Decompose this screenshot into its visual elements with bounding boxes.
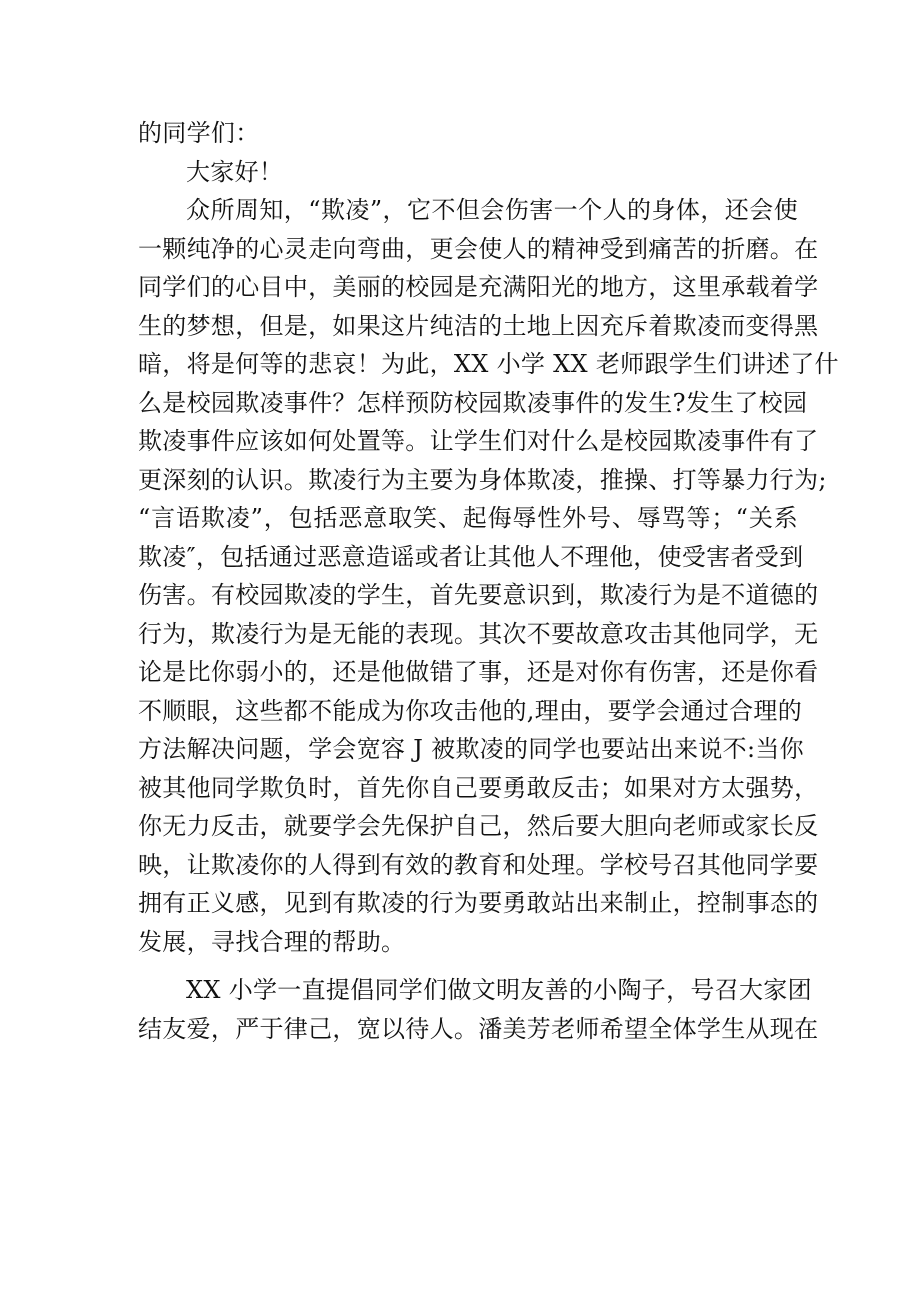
paragraph-1-line-13: 论是比你弱小的，还是他做错了事，还是对你有伤害，还是你看	[138, 658, 819, 686]
paragraph-2-line-1: XX 小学一直提倡同学们做文明友善的小陶子，号召大家团	[186, 976, 812, 1004]
paragraph-1-line-3: 同学们的心目中，美丽的校园是充满阳光的地方，这里承载着学	[138, 273, 819, 301]
paragraph-1-line-9: “言语欺凌”，包括恶意取笑、起侮辱性外号、辱骂等；“关系	[138, 504, 798, 532]
paragraph-1-line-10: 欺凌″，包括通过恶意造谣或者让其他人不理他，使受害者受到	[138, 542, 804, 571]
paragraph-1-line-12: 行为，欺凌行为是无能的表现。其次不要故意攻击其他同学，无	[138, 619, 819, 648]
document-body	[138, 114, 839, 1048]
paragraph-1-line-14: 不顺眼，这些都不能成为你攻击他的,理由，要学会通过合理的	[138, 696, 803, 725]
paragraph-1-line-1: 众所周知，“欺凌”，它不但会伤害一个人的身体，还会使	[186, 196, 798, 224]
paragraph-1-line-11: 伤害。有校园欺凌的学生，首先要意识到，欺凌行为是不道德的	[138, 581, 819, 609]
paragraph-1-line-2: 一颗纯净的心灵走向弯曲，更会使人的精神受到痛苦的折磨。在	[138, 234, 819, 263]
paragraph-1-line-8: 更深刻的认识。欺凌行为主要为身体欺凌，推操、打等暴力行为;	[138, 465, 827, 494]
paragraph-1-line-7: 欺凌事件应该如何处置等。让学生们对什么是校园欺凌事件有了	[138, 427, 819, 455]
paragraph-2-line-2: 结友爱，严于律己，宽以待人。潘美芳老师希望全体学生从现在	[138, 1014, 819, 1043]
paragraph-1-line-18: 映，让欺凌你的人得到有效的教育和处理。学校号召其他同学要	[138, 850, 819, 879]
paragraph-1-line-19: 拥有正义感，见到有欺凌的行为要勇敢站出来制止，控制事态的	[138, 889, 819, 917]
paragraph-1-line-17: 你无力反击，就要学会先保护自己，然后要大胆向老师或家长反	[138, 812, 819, 840]
paragraph-1-line-15: 方法解决问题，学会宽容 J 被欺凌的同学也要站出来说不:当你	[138, 735, 804, 763]
greeting-line: 大家好！	[186, 157, 284, 186]
paragraph-1-line-4: 生的梦想，但是，如果这片纯洁的土地上因充斥着欺凌而变得黑	[138, 311, 819, 340]
paragraph-1-line-5: 暗，将是何等的悲哀！为此，XX 小学 XX 老师跟学生们讲述了什	[138, 350, 839, 378]
salutation-line: 的同学们：	[138, 119, 260, 147]
paragraph-1-line-20: 发展，寻找合理的帮助。	[138, 927, 406, 956]
paragraph-1-line-16: 被其他同学欺负时，首先你自己要勇敢反击；如果对方太强势，	[138, 773, 819, 802]
paragraph-1-line-6: 么是校园欺凌事件？怎样预防校园欺凌事件的发生?发生了校园	[138, 388, 808, 417]
